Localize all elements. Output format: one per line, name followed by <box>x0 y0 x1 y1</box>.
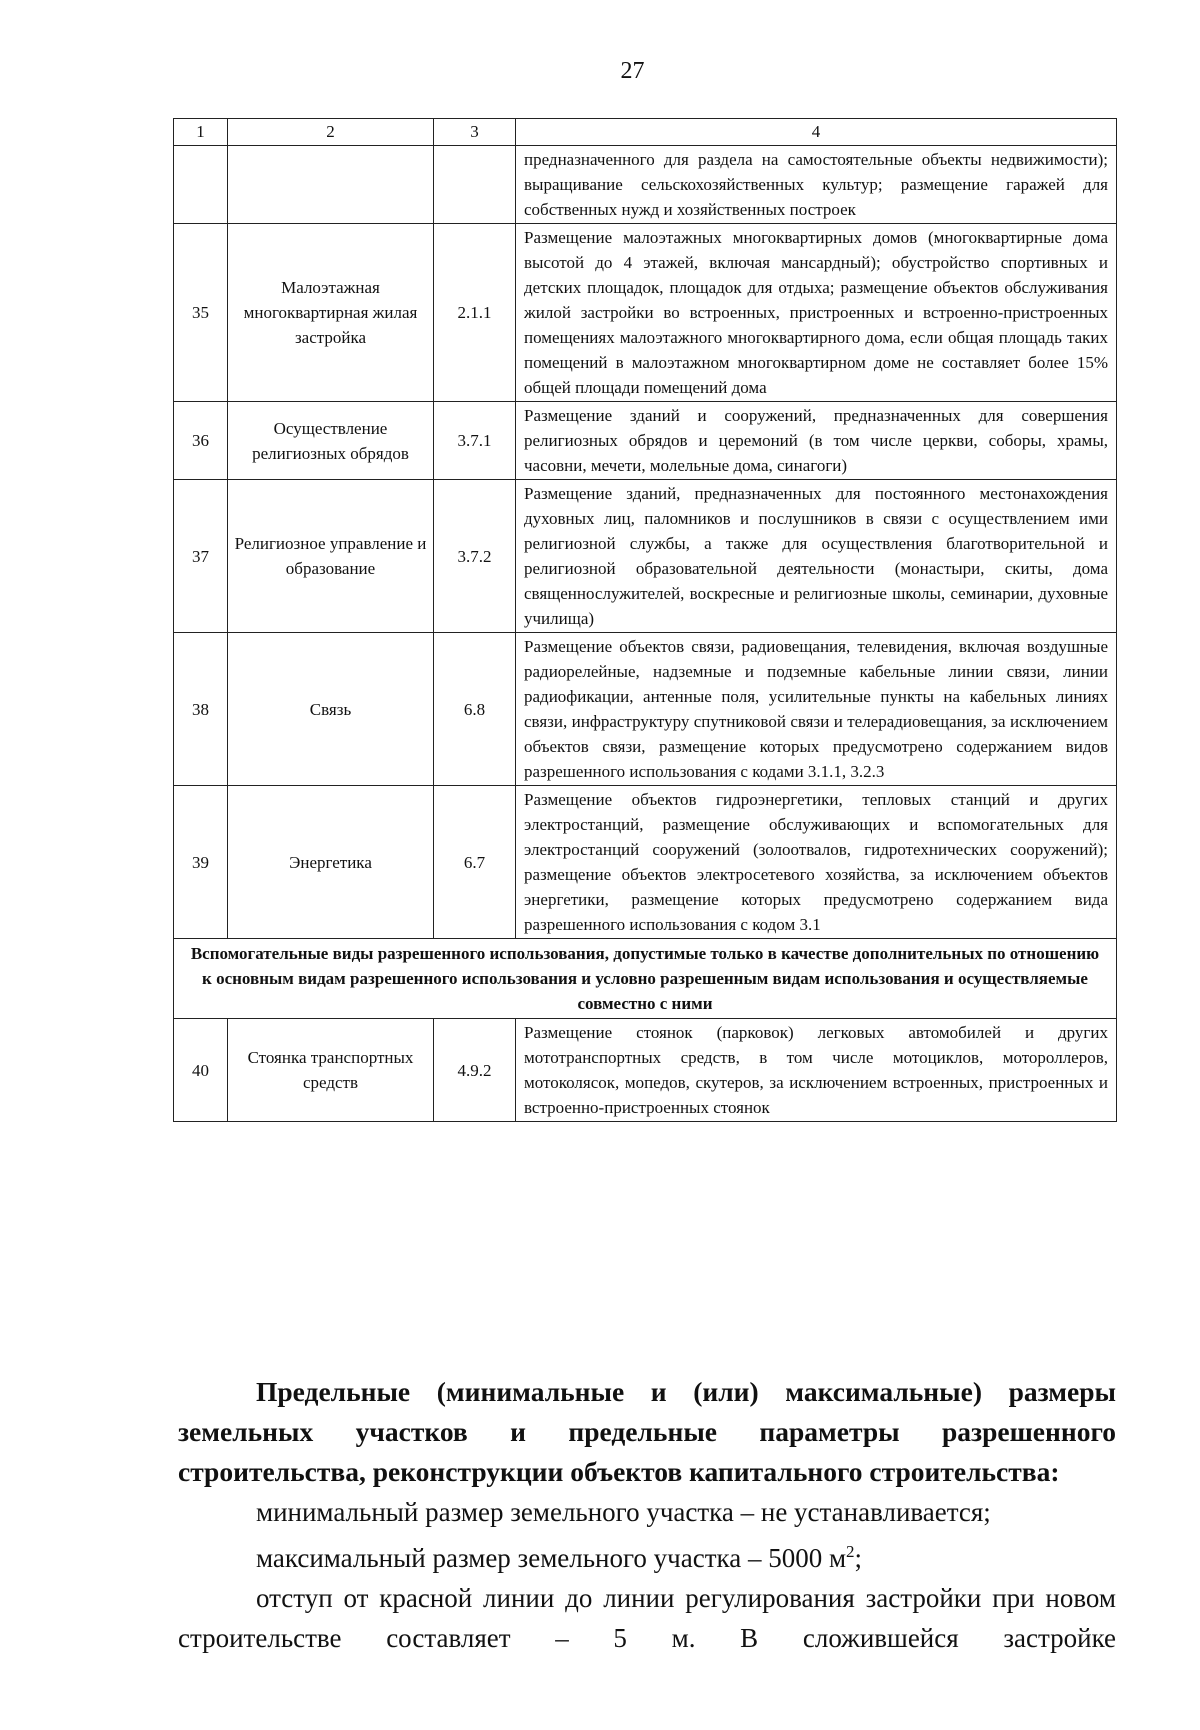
row-name-cell: Малоэтажная многоквартирная жилая застройка <box>228 224 434 402</box>
page-number: 27 <box>620 58 645 84</box>
table-row <box>174 1019 1117 1122</box>
table-header-row <box>174 119 1117 146</box>
row-description-cell: Размещение малоэтажных многоквартирных домов (многоквартирные дома высотой до 4 этажей, включая мансардный); обустройство спортивных и детских площадок, площадок для отдыха; размещение объектов обслуживания жилой застройки во встроенных, пристроенных и встроенно-пристроенных помещениях малоэтажного многоквартирного дома, если общая площадь таких помещений в малоэтажном многоквартирном доме не составляет более 15% общей площади помещений дома <box>516 224 1117 402</box>
row-code-cell: 3.7.1 <box>434 402 516 480</box>
max-size-suffix: ; <box>854 1543 863 1573</box>
row-code-cell: 6.8 <box>434 633 516 786</box>
land-use-table <box>173 118 1117 1122</box>
table-row <box>174 402 1117 480</box>
section-title: Вспомогательные виды разрешенного использования, допустимые только в качестве дополнительных по отношению к основным видам разрешенного использования и условно разрешенным видам использования и осуществляемые совместно с ними <box>174 939 1117 1019</box>
row-description-cell: Размещение зданий и сооружений, предназначенных для совершения религиозных обрядов и церемоний (в том числе церкви, соборы, храмы, часовни, мечети, молельные дома, синагоги) <box>516 402 1117 480</box>
row-code-cell: 6.7 <box>434 786 516 939</box>
row-number-cell: 38 <box>174 633 228 786</box>
row-code-cell: 4.9.2 <box>434 1019 516 1122</box>
row-number-cell: 35 <box>174 224 228 402</box>
row-number-cell: 36 <box>174 402 228 480</box>
table-row <box>174 480 1117 633</box>
row-number-cell <box>174 146 228 224</box>
row-code-cell: 2.1.1 <box>434 224 516 402</box>
max-size-line <box>178 1532 1116 1578</box>
row-number-cell: 39 <box>174 786 228 939</box>
table-row-continuation <box>174 146 1117 224</box>
row-description-cell: предназначенного для раздела на самостоятельные объекты недвижимости); выращивание сельскохозяйственных культур; размещение гаражей для собственных нужд и хозяйственных построек <box>516 146 1117 224</box>
section-heading: Предельные (минимальные и (или) максимальные) размеры земельных участков и предельные параметры разрешенного строительства, реконструкции объектов капитального строительства: <box>178 1376 1116 1487</box>
row-name-cell: Связь <box>228 633 434 786</box>
max-size-text: максимальный размер земельного участка – 5000 м <box>256 1543 847 1573</box>
body-text <box>178 1372 1116 1658</box>
min-size-line: минимальный размер земельного участка – не устанавливается; <box>256 1497 991 1527</box>
table-row <box>174 633 1117 786</box>
table-row <box>174 224 1117 402</box>
row-number-cell: 37 <box>174 480 228 633</box>
row-name-cell: Осуществление религиозных обрядов <box>228 402 434 480</box>
row-number-cell: 40 <box>174 1019 228 1122</box>
header-col-4: 4 <box>516 119 1117 146</box>
setback-line: отступ от красной линии до линии регулирования застройки при новом строительстве составляет – 5 м. В сложившейся застройке <box>178 1583 1116 1653</box>
row-description-cell: Размещение объектов связи, радиовещания, телевидения, включая воздушные радиорелейные, надземные и подземные кабельные линии связи, линии радиофикации, антенные поля, усилительные пункты на кабельных линиях связи, инфраструктуру спутниковой связи и телерадиовещания, за исключением объектов связи, размещение которых предусмотрено содержанием видов разрешенного использования с кодами 3.1.1, 3.2.3 <box>516 633 1117 786</box>
row-description-cell: Размещение зданий, предназначенных для постоянного местонахождения духовных лиц, паломников и послушников в связи с осуществлением ими религиозной службы, а также для осуществления благотворительной и религиозной образовательной деятельности (монастыри, скиты, дома священнослужителей, воскресные и религиозные школы, семинарии, духовные училища) <box>516 480 1117 633</box>
table-section-row <box>174 939 1117 1019</box>
square-superscript: 2 <box>846 1542 855 1561</box>
row-description-cell: Размещение стоянок (парковок) легковых автомобилей и других мототранспортных средств, в том числе мотоциклов, мотороллеров, мотоколясок, мопедов, скутеров, за исключением встроенных, пристроенных и встроенно-пристроенных стоянок <box>516 1019 1117 1122</box>
header-col-2: 2 <box>228 119 434 146</box>
row-description-cell: Размещение объектов гидроэнергетики, тепловых станций и других электростанций, размещение обслуживающих и вспомогательных для электростанций сооружений (золоотвалов, гидротехнических сооружений); размещение объектов электросетевого хозяйства, за исключением объектов энергетики, размещение которых предусмотрено содержанием вида разрешенного использования с кодом 3.1 <box>516 786 1117 939</box>
row-name-cell: Энергетика <box>228 786 434 939</box>
header-col-3: 3 <box>434 119 516 146</box>
row-code-cell: 3.7.2 <box>434 480 516 633</box>
row-name-cell: Религиозное управление и образование <box>228 480 434 633</box>
row-code-cell <box>434 146 516 224</box>
row-name-cell <box>228 146 434 224</box>
row-name-cell: Стоянка транспортных средств <box>228 1019 434 1122</box>
header-col-1: 1 <box>174 119 228 146</box>
table-row <box>174 786 1117 939</box>
